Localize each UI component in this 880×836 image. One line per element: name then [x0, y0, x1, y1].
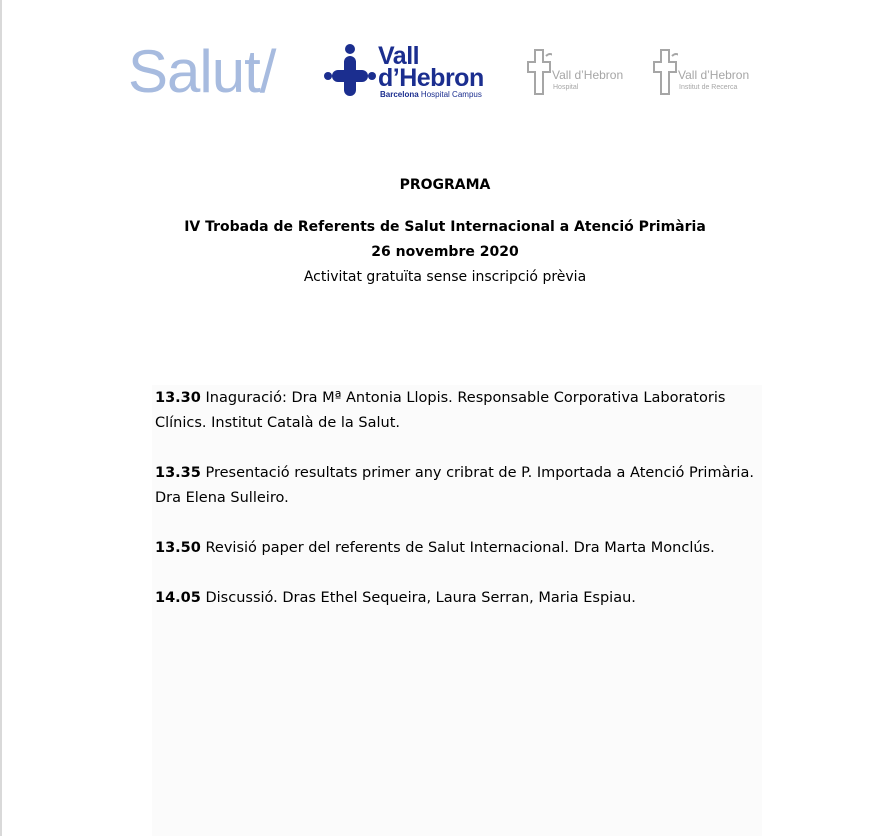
vall-hebron-sub-bold: Barcelona: [380, 90, 419, 99]
agenda-item: [155, 586, 765, 611]
hospital-logo: [526, 46, 636, 98]
agenda-text: Discussió. Dras Ethel Sequeira, Laura Serran, Maria Espiau.: [205, 590, 636, 606]
heading-block: [0, 175, 880, 290]
agenda-time: 13.35: [155, 465, 201, 481]
event-title: IV Trobada de Referents de Salut Internacional a Atenció Primària: [184, 219, 706, 235]
institut-logo-sub: Institut de Recerca: [679, 84, 738, 91]
programa-heading: PROGRAMA: [399, 177, 491, 193]
event-note: Activitat gratuïta sense inscripció prèvia: [303, 269, 587, 285]
hospital-cross-icon: [526, 46, 552, 98]
agenda-time: 13.50: [155, 540, 201, 556]
agenda-text: Presentació resultats primer any cribrat de P. Importada a Atenció Primària. Dra Elena Sulleiro.: [155, 465, 754, 506]
agenda-text: Inaguració: Dra Mª Antonia Llopis. Responsable Corporativa Laboratoris Clínics. Institut Català de la Salut.: [155, 390, 726, 431]
institut-logo: [652, 46, 772, 98]
logo-row: [0, 38, 880, 108]
agenda-item: [155, 386, 765, 436]
event-date: 26 novembre 2020: [371, 244, 519, 260]
vall-hebron-line1: Vall: [378, 42, 420, 70]
agenda-item: [155, 536, 765, 561]
vall-hebron-subtitle: [380, 90, 482, 99]
vall-hebron-sub-rest: Hospital Campus: [420, 90, 482, 99]
agenda-item: [155, 461, 765, 511]
hospital-logo-name: Vall d’Hebron: [552, 68, 624, 82]
salut-logo: Salut/: [128, 38, 276, 105]
agenda-time: 14.05: [155, 590, 201, 606]
page-edge: [0, 0, 2, 836]
vall-hebron-logo: [324, 44, 494, 104]
agenda-text: Revisió paper del referents de Salut Internacional. Dra Marta Monclús.: [205, 540, 715, 556]
vall-hebron-cross-icon: [324, 44, 376, 96]
institut-cross-icon: [652, 46, 678, 98]
vall-hebron-line2: d’Hebron: [378, 64, 484, 92]
institut-logo-name: Vall d’Hebron: [678, 68, 750, 82]
agenda-list: [155, 386, 765, 636]
agenda-time: 13.30: [155, 390, 201, 406]
hospital-logo-sub: Hospital: [553, 84, 579, 91]
